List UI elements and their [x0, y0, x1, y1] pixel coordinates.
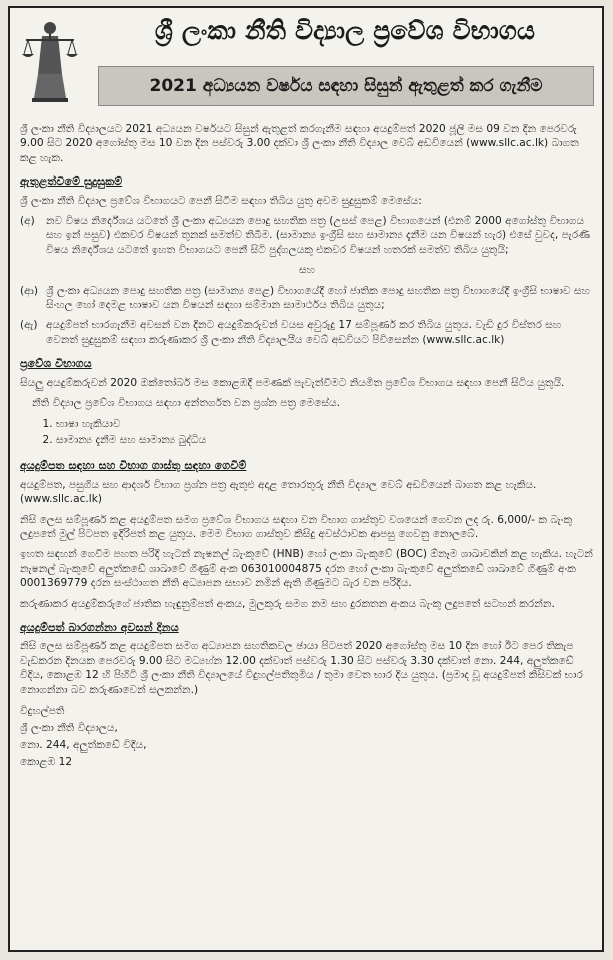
fees-paragraph: අයදුම්පත, පසුගිය සහ ආදර්ශ විභාග ප්‍රශ්න පත්‍ර ඇතුළු අදාළ තොරතුරු නීති විද්‍යාල වෙබ් අඩවියෙන් බාගත කළ හැකිය. (www.sllc.ac.lk)	[20, 478, 537, 506]
item-text: අයදුම්පත් භාරගැනීම අවසන් වන දිනට අයදුම්කරුවන් වයස අවුරුදු 17 සම්පූර්ණ කර තිබිය යුතුය. වැඩි දුර විස්තර සහ වෙනත් සුදුසුකම් සඳහා කරුණාකර ශ්‍රී ලංකා නීති විද්‍යාලයීය වෙබ් අඩවියට පිවිසෙන්න (www.sllc.ac.lk)	[46, 319, 562, 346]
item-text: ශ්‍රී ලංකා අධ්‍යයන පොදු සහතික පත්‍ර (සාමාන්‍ය පෙළ) විභාගයේදී හෝ ජාතික පොදු සහතික පත්‍ර විභාගයේදී ඉංග්‍රීසි භාෂාව සහ සිංහල හෝ දෙමළ භාෂාව යන විෂයන් සඳහා සම්මාන සාමාර්ථය තිබිය යුතුය;	[46, 284, 590, 312]
fees-heading: අයදුම්පත සඳහා සහ විභාග ගාස්තු සඳහා ගෙවීම්	[20, 459, 247, 473]
item-marker: (අ)	[20, 215, 35, 228]
exam-heading: ප්‍රවේශ විභාගය	[20, 357, 92, 371]
list-item: 1. භාෂා හැකියාව	[56, 417, 594, 431]
body-content	[20, 122, 594, 771]
and-word: සහ	[299, 264, 315, 277]
justice-statue-emblem-icon	[18, 14, 82, 104]
fees-paragraph: කරුණාකර අයදුම්කරුගේ ජාතික හැඳුනුම්පත් අංකය, මුලකුරු සමග නම සහ දුරකතන අංකය බැංකු ලදුපතේ සටහන් කරන්න.	[20, 597, 555, 610]
fees-paragraph: නිසි ලෙස සම්පූර්ණ කළ අයදුම්පත සමග ප්‍රවේශ විභාගය සඳහා වන විභාග ගාස්තුව වශයෙන් ගෙවන ලද රු. 6,000/- ක බැංකු ලදුපතේ මුල් පිටපත ඉදිරිපත් කළ යුතුය. මෙම විභාග ගාස්තුව කිසිදු අවස්ථාවක ආපසු ගෙවනු නොලබේ.	[20, 513, 573, 540]
eligibility-heading: ඇතුළත්වීමේ සුදුසුකම්	[20, 175, 123, 189]
deadline-heading: අයදුම්පත් බාරගන්නා අවසන් දිනය	[20, 620, 179, 634]
signature-line: නො. 244, අලුත්කඩේ විදිය,	[20, 739, 147, 751]
sub-title: 2021 අධ්‍යයන වර්ෂය සඳහා සිසුන් ඇතුළත් කර ගැනීම	[98, 66, 594, 106]
exam-papers-lead: නීති විද්‍යාල ප්‍රවේශ විභාගය සඳහා අන්තර්ගත වන ප්‍රශ්න පත්‍ර මෙසේය.	[32, 397, 341, 410]
signature-block	[20, 703, 594, 771]
signature-line: කොළඹ 12	[20, 756, 73, 768]
signature-line: විදුහල්පති	[20, 705, 65, 717]
eligibility-lead: ශ්‍රී ලංකා නීති විද්‍යාල ප්‍රවේශ විභාගයට පෙනී සිටීම සඳහා තිබිය යුතු අවම සුදුසුකම් මෙසේය:	[20, 194, 422, 207]
list-item: 2. සාමාන්‍ය දැනීම සහ සාමාන්‍ය බුද්ධිය	[56, 433, 594, 447]
item-text: නව විෂය නිර්දේශය යටතේ ශ්‍රී ලංකා අධ්‍යයන පොදු සහතික පත්‍ර (උසස් පෙළ) විභාගයෙන් (එනම් 2000 අගෝස්තු විභාගය සහ ඉන් පසුව) එකවර විෂයන් තුනක් සමත්ව තිබීම. (සාමාන්‍ය ඉංග්‍රීසි සහ සාමාන්‍ය දැනීම යන විෂයන් හැර) එසේ වුවද, පැරණි විෂය නිර්දේශය යටතේ ඉහත විභාගයට පෙනී සිටි පුද්ගලයකු එකවර විෂයන් හතරක් සමත්ව තිබිය යුතුයි;	[46, 215, 591, 256]
signature-line: ශ්‍රී ලංකා නීති විද්‍යාලය,	[20, 722, 118, 734]
exam-papers-list	[38, 417, 594, 448]
main-title: ශ්‍රී ලංකා නීති විද්‍යාල ප්‍රවේශ විභාගය	[154, 16, 536, 45]
item-marker: (ආ)	[20, 284, 39, 297]
item-marker: (ඇ)	[20, 319, 38, 332]
header	[10, 8, 602, 118]
advertisement-page	[8, 6, 604, 952]
deadline-paragraph: නිසි ලෙස සම්පූර්ණ කළ අයදුම්පත සමග අධ්‍යාපන සහතිකවල ඡායා පිටපත් 2020 අගෝස්තු මස 10 දින හෝ ඊට පෙර තිකැප වැඩකරන දිනයක පෙරවරු 9.00 සිට මධ්‍යහ්න 12.00 දක්වාත් පස්වරු 1.30 සිට පස්වරු 3.30 දක්වාත් නො. 244, අලුත්කඩේ විදිය, කොළඹ 12 හි පිහිටි ශ්‍රී ලංකා නීති විද්‍යාලයේ විදුහල්පතිතුමිය / තුමා වෙත භාර දිය යුතුය. (ප්‍රමාද වූ අයදුම්පත් කිසිවක් භාර නොගන්නා බව කරුණාවෙන් සලකන්න.)	[20, 640, 583, 696]
eligibility-item	[20, 318, 594, 347]
eligibility-item	[20, 284, 594, 313]
exam-paragraph: සියලු අයදුම්කරුවන් 2020 ඔක්තෝබර් මස කොළඹදී පමණක් පැවැත්වීමට නියමිත ප්‍රවේශ විභාගය සඳහා පෙනී සිටිය යුතුයි.	[20, 376, 565, 389]
fees-paragraph: ඉහත සඳහන් ගෙවීම පහත පරිදි හැටන් නැෂනල් බැංකුවේ (HNB) හෝ ලංකා බැංකුවේ (BOC) ඕනෑම ශාඛාවකින් කළ හැකිය. හැටන් නැෂනල් බැංකුවේ අලුත්කඩේ ශාඛාවේ ගිණුම් අංක 063010004875 දරන හෝ ලංකා බැංකුවේ අලුත්කඩේ ශාඛාවේ ගිණුම් අංක 0001369779 දරන සංස්ථාගත නීති අධ්‍යාපන සභාව නමින් ඇති ගිණුමට බැර වන පරිදිය.	[20, 548, 593, 590]
eligibility-item	[20, 214, 594, 257]
intro-paragraph: ශ්‍රී ලංකා නීති විද්‍යාලයට 2021 අධ්‍යයන වර්ෂයට සිසුන් ඇතුළත් කරගැනීම සඳහා අයදුම්පත් 2020 ජූලි මස 09 වන දින පෙරවරු 9.00 සිට 2020 අගෝස්තු මස 10 වන දින පස්වරු 3.00 දක්වා ශ්‍රී ලංකා නීති විද්‍යාල වෙබ් අඩවියෙන් (www.sllc.ac.lk) බාගත කළ හැක.	[20, 123, 579, 164]
